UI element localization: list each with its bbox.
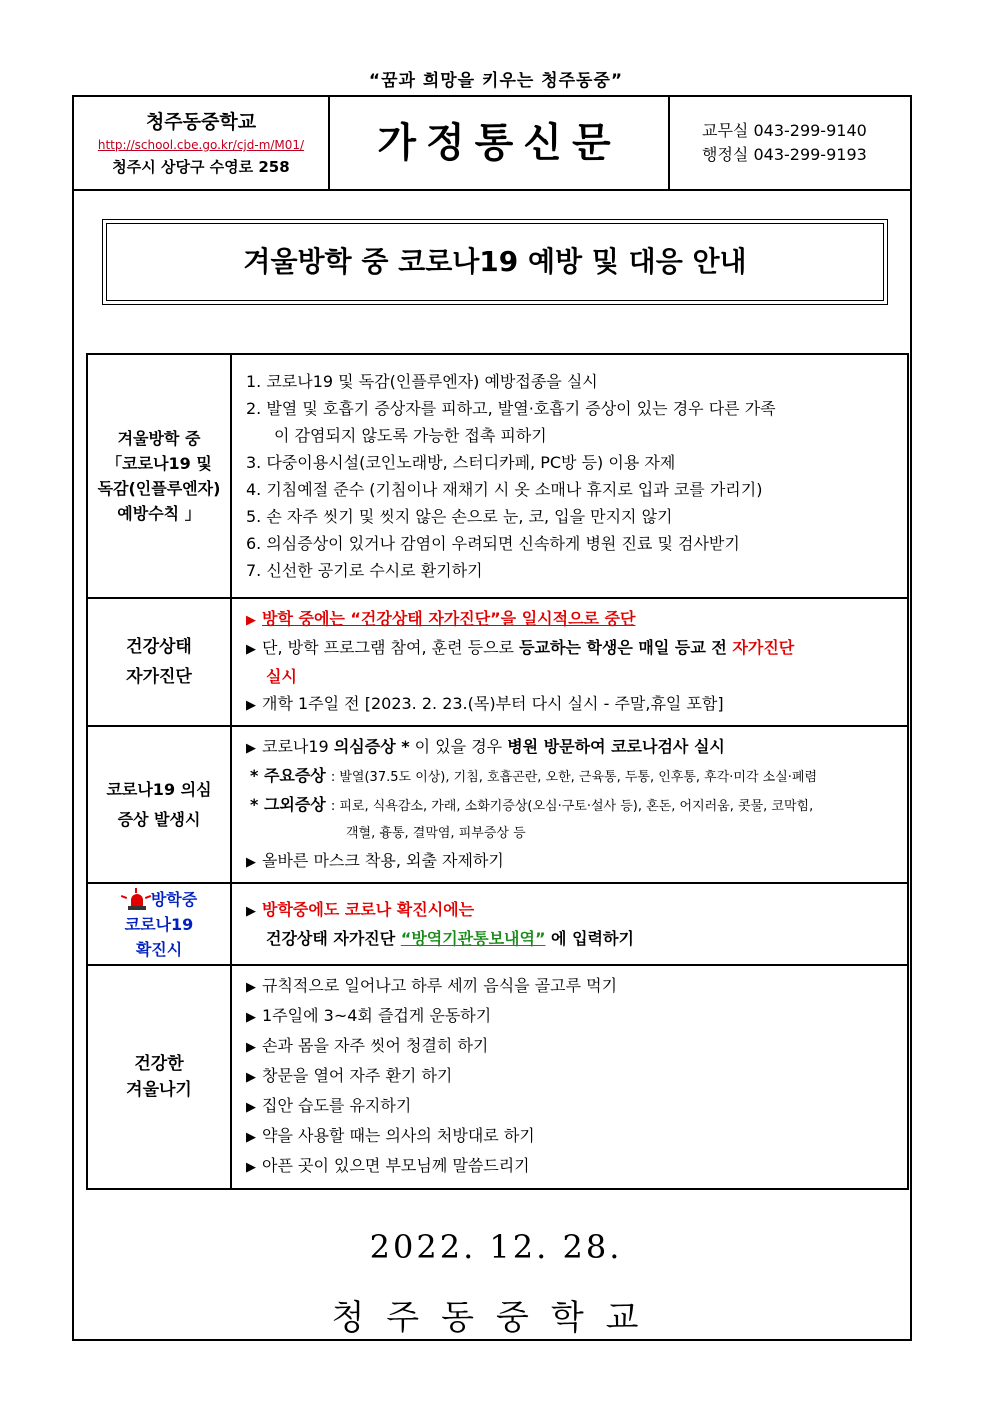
row-label-confirmed bbox=[87, 883, 231, 965]
label-line: 독감(인플루엔자) bbox=[97, 479, 221, 498]
triangle-bullet-icon: ▶ bbox=[246, 980, 256, 995]
triangle-bullet-icon: ▶ bbox=[246, 642, 256, 657]
confirmed-content bbox=[231, 883, 908, 965]
list-item-text: 에 입력하기 bbox=[545, 929, 634, 948]
row-label-prevention bbox=[87, 354, 231, 598]
list-item: 6. 의심증상이 있거나 감염이 우려되면 신속하게 병원 진료 및 검사받기 bbox=[246, 534, 740, 553]
list-item-text: 개학 1주일 전 [2023. 2. 23.(목)부터 다시 실시 - 주말,휴일 포함] bbox=[262, 694, 724, 713]
list-item bbox=[246, 1092, 899, 1122]
label-line: 건강상태 bbox=[126, 637, 192, 657]
list-item: 5. 손 자주 씻기 및 씻지 않은 손으로 눈, 코, 입을 만지지 않기 bbox=[246, 507, 673, 526]
list-item: 1. 코로나19 및 독감(인플루엔자) 예방접종을 실시 bbox=[246, 372, 598, 391]
triangle-bullet-icon: ▶ bbox=[246, 855, 256, 870]
info-table bbox=[86, 353, 909, 1190]
title-box bbox=[102, 219, 888, 305]
triangle-bullet-icon: ▶ bbox=[246, 741, 256, 756]
other-symptoms-text: : 피로, 식욕감소, 가래, 소화기증상(오심·구토·설사 등), 혼돈, 어지러움, 콧물, 코막힘, bbox=[330, 799, 814, 814]
triangle-bullet-icon: ▶ bbox=[246, 904, 256, 919]
list-item bbox=[246, 972, 899, 1002]
label-text: 방학중 bbox=[150, 889, 198, 909]
list-item bbox=[246, 847, 899, 876]
label-line bbox=[89, 887, 229, 912]
winter-content bbox=[231, 965, 908, 1189]
issue-date: 2022. 12. 28. bbox=[369, 1228, 623, 1266]
list-item: 7. 신선한 공기로 수시로 환기하기 bbox=[246, 561, 483, 580]
phone-office: 교무실 043-299-9140 bbox=[702, 121, 867, 140]
school-address: 청주시 상당구 수영로 258 bbox=[112, 158, 290, 176]
list-item-text: 올바른 마스크 착용, 외출 자제하기 bbox=[262, 851, 504, 870]
list-item-text: 이 있을 경우 bbox=[409, 737, 508, 756]
list-item-emphasis: 등교하는 학생은 매일 등교 전 bbox=[519, 638, 733, 657]
list-item-emphasis: 의심증상 * bbox=[333, 737, 410, 756]
other-symptoms-label: * 그외증상 bbox=[250, 795, 326, 814]
list-item bbox=[246, 1122, 899, 1152]
label-line: 예방수칙 」 bbox=[117, 504, 201, 523]
triangle-bullet-icon: ▶ bbox=[246, 1010, 256, 1025]
school-info bbox=[74, 97, 330, 189]
list-item bbox=[246, 1002, 899, 1032]
main-symptoms bbox=[246, 762, 899, 791]
list-item-text: 손과 몸을 자주 씻어 청결히 하기 bbox=[262, 1036, 489, 1055]
label-line: 겨울나기 bbox=[126, 1080, 192, 1100]
table-row bbox=[87, 598, 908, 726]
row-label-winter bbox=[87, 965, 231, 1189]
prevention-content bbox=[231, 354, 908, 598]
label-line: 코로나19 의심 bbox=[106, 779, 212, 799]
list-item bbox=[246, 605, 899, 634]
list-item-text: 방학 중에는 “건강상태 자가진단”을 일시적으로 중단 bbox=[262, 609, 636, 628]
list-item bbox=[246, 634, 899, 663]
list-item-continued: 실시 bbox=[266, 667, 297, 686]
list-item-text: 1주일에 3~4회 즐겁게 운동하기 bbox=[262, 1006, 492, 1025]
label-line: 증상 발생시 bbox=[117, 809, 201, 829]
newsletter-title: 가정통신문 bbox=[330, 97, 670, 189]
triangle-bullet-icon: ▶ bbox=[246, 613, 256, 628]
list-item-text: 코로나19 bbox=[262, 737, 334, 756]
list-item-text: 건강상태 자가진단 bbox=[266, 929, 401, 948]
school-name: 청주동중학교 bbox=[145, 111, 257, 133]
list-item: 2. 발열 및 호흡기 증상자를 피하고, 발열·호흡기 증상이 있는 경우 다른 가족 bbox=[246, 399, 776, 418]
document-frame bbox=[72, 95, 912, 1341]
triangle-bullet-icon: ▶ bbox=[246, 1130, 256, 1145]
list-item-continued bbox=[246, 925, 899, 952]
list-item-text: 창문을 열어 자주 환기 하기 bbox=[262, 1066, 453, 1085]
label-line: 자가진단 bbox=[126, 667, 192, 687]
label-line: 「코로나19 및 bbox=[106, 454, 212, 473]
motto: “꿈과 희망을 키우는 청주동중” bbox=[368, 71, 624, 91]
table-row bbox=[87, 354, 908, 598]
row-label-selfcheck bbox=[87, 598, 231, 726]
triangle-bullet-icon: ▶ bbox=[246, 1070, 256, 1085]
label-line: 확진시 bbox=[135, 939, 183, 959]
siren-icon bbox=[121, 890, 151, 910]
list-item bbox=[246, 896, 899, 925]
list-item: 3. 다중이용시설(코인노래방, 스터디카페, PC방 등) 이용 자제 bbox=[246, 453, 676, 472]
list-item-text: 규칙적으로 일어나고 하루 세끼 음식을 골고루 먹기 bbox=[262, 976, 618, 995]
main-symptoms-label: * 주요증상 bbox=[250, 766, 326, 785]
list-item bbox=[246, 1152, 899, 1182]
symptoms-content bbox=[231, 726, 908, 883]
label-line: 건강한 bbox=[134, 1054, 184, 1074]
list-item: 4. 기침예절 준수 (기침이나 재채기 시 옷 소매나 휴지로 입과 코를 가리기) bbox=[246, 480, 763, 499]
label-line: 코로나19 bbox=[124, 914, 194, 934]
row-label-symptoms bbox=[87, 726, 231, 883]
list-item bbox=[246, 690, 899, 719]
list-item: 이 감염되지 않도록 가능한 접촉 피하기 bbox=[274, 426, 547, 445]
document-title: 겨울방학 중 코로나19 예방 및 대응 안내 bbox=[106, 223, 884, 301]
list-item-highlight: “방역기관통보내역” bbox=[400, 929, 546, 948]
triangle-bullet-icon: ▶ bbox=[246, 1100, 256, 1115]
list-item-text: 방학중에도 코로나 확진시에는 bbox=[262, 900, 475, 919]
main-symptoms-text: : 발열(37.5도 이상), 기침, 호흡곤란, 오한, 근육통, 두통, 인후통, 후각·미각 소실·폐렴 bbox=[330, 770, 818, 785]
other-symptoms bbox=[246, 791, 899, 820]
triangle-bullet-icon: ▶ bbox=[246, 698, 256, 713]
school-url-link[interactable]: http://school.cbe.go.kr/cjd-m/M01/ bbox=[97, 138, 305, 152]
letter-header bbox=[74, 97, 910, 191]
other-symptoms-text-cont: 객혈, 흉통, 결막염, 피부증상 등 bbox=[346, 826, 526, 841]
triangle-bullet-icon: ▶ bbox=[246, 1040, 256, 1055]
list-item bbox=[246, 733, 899, 762]
list-item-text: 단, 방학 프로그램 참여, 훈련 등으로 bbox=[262, 638, 520, 657]
phone-admin: 행정실 043-299-9193 bbox=[702, 145, 867, 164]
list-item bbox=[246, 1062, 899, 1092]
table-row bbox=[87, 965, 908, 1189]
table-row bbox=[87, 726, 908, 883]
list-item-highlight: 자가진단 bbox=[732, 638, 795, 657]
list-item-text: 집안 습도를 유지하기 bbox=[262, 1096, 412, 1115]
school-signature: 청주동중학교 bbox=[331, 1298, 661, 1338]
list-item-text: 약을 사용할 때는 의사의 처방대로 하기 bbox=[262, 1126, 535, 1145]
list-item-text: 아픈 곳이 있으면 부모님께 말씀드리기 bbox=[262, 1156, 530, 1175]
list-item bbox=[246, 1032, 899, 1062]
list-item-emphasis: 병원 방문하여 코로나검사 실시 bbox=[507, 737, 725, 756]
table-row bbox=[87, 883, 908, 965]
triangle-bullet-icon: ▶ bbox=[246, 1160, 256, 1175]
label-line: 겨울방학 중 bbox=[117, 429, 201, 448]
contact-info bbox=[702, 119, 867, 167]
selfcheck-content bbox=[231, 598, 908, 726]
